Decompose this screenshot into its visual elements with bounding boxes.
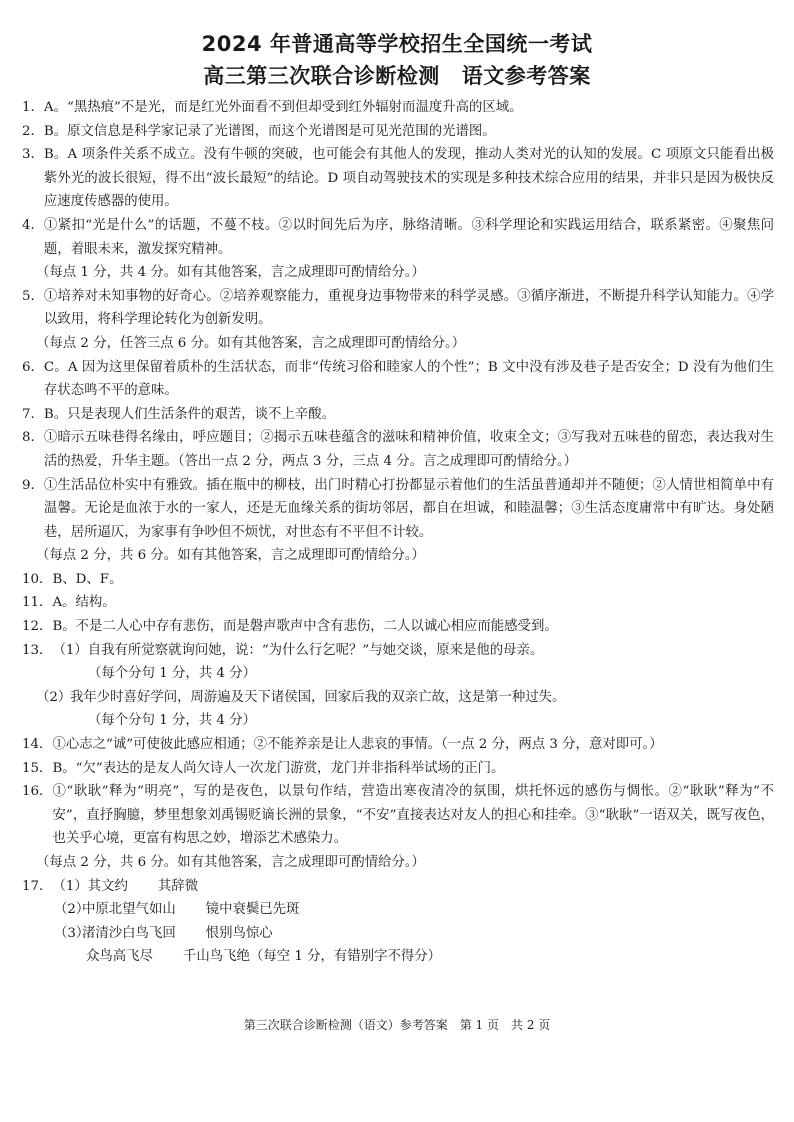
blank-answer: 众鸟高飞尽 [86,949,153,965]
answer-text: B。“欠”表达的是友人尚欠诗人一次龙门游赏，龙门并非指科举试场的正门。 [52,760,505,776]
answers-body [22,96,774,969]
answer-text: ①心志之“诚”可使彼此感应相通；②不能养亲是让人悲哀的事情。（一点 2 分，两点 3 分，意对即可。） [52,737,663,753]
row-label: （3） [54,925,90,941]
page-footer: 第三次联合诊断检测（语文）参考答案 第 1 页 共 2 页 [243,1018,551,1032]
answer-text: B。只是表现人们生活条件的艰苦，谈不上辛酸。 [43,406,335,422]
answer-11 [22,591,774,615]
answer-15 [22,757,774,781]
question-number: 8． [22,430,44,446]
answer-17 [22,875,774,899]
exam-title: 2024 年普通高等学校招生全国统一考试 [201,32,593,56]
answer-text: ①培养对未知事物的好奇心。②培养观察能力，重视身边事物带来的科学灵感。③循序渐进，不断提升科学认知能力。④学以致用，将科学理论转化为创新发明。 [43,288,774,328]
question-number: 13． [22,642,53,658]
answer-3 [22,143,774,214]
answer-9 [22,474,774,545]
answer-7 [22,403,774,427]
answer-text: C。A 因为这里保留着质朴的生活状态，而非“传统习俗和睦家人的个性”；B 文中没有涉及巷子是否安全；D 没有为他们生存状态鸣不平的意味。 [43,359,774,399]
question-number: 3． [22,147,44,163]
question-number: 11． [22,595,53,611]
blank-answer: 渚清沙白鸟飞回 [82,925,176,941]
answer-text: ①紧扣“光是什么”的话题，不蔓不枝。②以时间先后为序，脉络清晰。③科学理论和实践运用结合，联系紧密。④聚焦问题，着眼未来，激发探究精神。 [43,217,774,257]
answer-1 [22,96,774,120]
blank-answer: 千山鸟飞绝（每空 1 分，有错别字不得分） [182,949,442,965]
question-number: 7． [22,406,44,422]
fill-row-1 [52,875,774,899]
scoring-note: （每点 2 分，共 6 分。如有其他答案，言之成理即可酌情给分。） [36,855,425,870]
answer-text: B。原文信息是科学家记录了光谱图，而这个光谱图是可见光范围的光谱图。 [43,123,496,139]
answer-14 [22,733,774,757]
scoring-note: （每个分句 1 分，共 4 分） [88,713,256,729]
scoring-note: （每点 2 分，共 6 分。如有其他答案，言之成理即可酌情给分。） [36,548,425,564]
answer-8 [22,426,774,473]
answer-text: ①生活品位朴实中有雅致。插在瓶中的柳枝，出门时精心打扮都显示着他们的生活虽普通却并不随便；②人情世相简单中有温馨。无论是血浓于水的一家人，还是无血缘关系的街坊邻居，都自在坦诚，和睦温馨；③生活态度庸常中有旷达。身处陋巷，居所逼仄，为家事有争吵但不烦忧，对世态有不平但不计较。 [43,477,774,540]
question-number: 12． [22,619,53,635]
question-number: 10． [22,571,53,587]
row-label: （2） [54,902,90,918]
blank-answer: 恨别鸟惊心 [205,925,273,941]
answer-10 [22,568,774,592]
answer-16 [22,780,774,851]
sub-number: （1） [52,642,88,658]
fill-row-3 [22,922,774,946]
answer-text: B。不是二人心中存有悲伤，而是磐声歌声中含有悲伤，二人以诚心相应而能感受到。 [52,619,558,635]
answer-4 [22,214,774,261]
answer-6 [22,356,774,403]
scoring-note: （每个分句 1 分，共 4 分） [88,666,256,682]
question-number: 2． [22,123,44,139]
question-number: 17． [22,878,53,894]
question-number: 9． [22,477,44,493]
sub-answer-2 [22,686,774,710]
question-number: 6． [22,359,44,375]
question-number: 14． [22,737,53,753]
answer-text: A。“黑热痕”不是光，而是红光外面看不到但却受到红外辐射而温度升高的区域。 [43,100,523,115]
answer-13 [22,639,774,663]
question-number: 16． [22,784,53,800]
row-label: （1） [52,878,88,894]
question-number: 15． [22,760,53,776]
exam-subtitle [0,60,794,90]
blank-answer: 其文约 [87,878,128,894]
answer-12 [22,615,774,639]
scoring-note: （每点 2 分，任答三点 6 分。如有其他答案，言之成理即可酌情给分。） [36,335,466,351]
scoring-note: （每点 1 分，共 4 分。如有其他答案，言之成理即可酌情给分。） [36,265,425,281]
question-number: 5． [22,288,44,304]
sub-text: 我年少时喜好学问，周游遍及天下诸侯国，回家后我的双亲亡故，这是第一种过失。 [70,689,566,705]
sub-answer-1 [52,639,774,663]
subtitle-right: 语文参考答案 [461,64,591,88]
answer-5 [22,285,774,332]
question-number: 1． [22,100,44,115]
subtitle-left: 高三第三次联合诊断检测 [203,64,440,88]
answer-2 [22,120,774,144]
answer-text: B。A 项条件关系不成立。没有牛顿的突破，也可能会有其他人的发现，推动人类对光的认知的发展。C 项原文只能看出极紫外光的波长很短，得不出“波长最短”的结论。D 项自动驾驶技术的实现是多种技术综合应用的结果，并非只是因为极快反应速度传感器的使用。 [43,147,774,210]
blank-answer: 中原北望气如山 [82,902,176,918]
blank-answer: 镜中衰鬓已先斑 [205,902,300,918]
fill-row-2 [22,898,774,922]
blank-answer: 其辞微 [157,878,199,894]
answer-text: A。结构。 [52,595,116,611]
answer-text: ①暗示五味巷得名缘由，呼应题目；②揭示五味巷蕴含的滋味和精神价值，收束全文；③写我对五味巷的留恋，表达我对生活的热爱，升华主题。（答出一点 2 分，两点 3 分，三点 4 分。言之成理即可酌情给分。） [43,430,774,469]
sub-text: 自我有所觉察就询问她，说：“为什么行乞呢？”与她交谈，原来是他的母亲。 [87,642,544,658]
sub-number: （2） [36,689,72,705]
question-number: 4． [22,217,44,233]
answer-text: B、D、F。 [52,571,123,587]
fill-row-4 [22,945,774,969]
answer-text: ①“耿耿”释为“明亮”，写的是夜色，以景句作结，营造出寒夜清冷的氛围，烘托怀远的感伤与惆怅。②“耿耿”释为“不安”，直抒胸臆，梦里想象刘禹锡贬谪长洲的景象，“不安”直接表达对友人的担心和挂牵。③“耿耿”一语双关，既写夜色，也关乎心境，更富有构思之妙，增添艺术感染力。 [52,784,774,847]
